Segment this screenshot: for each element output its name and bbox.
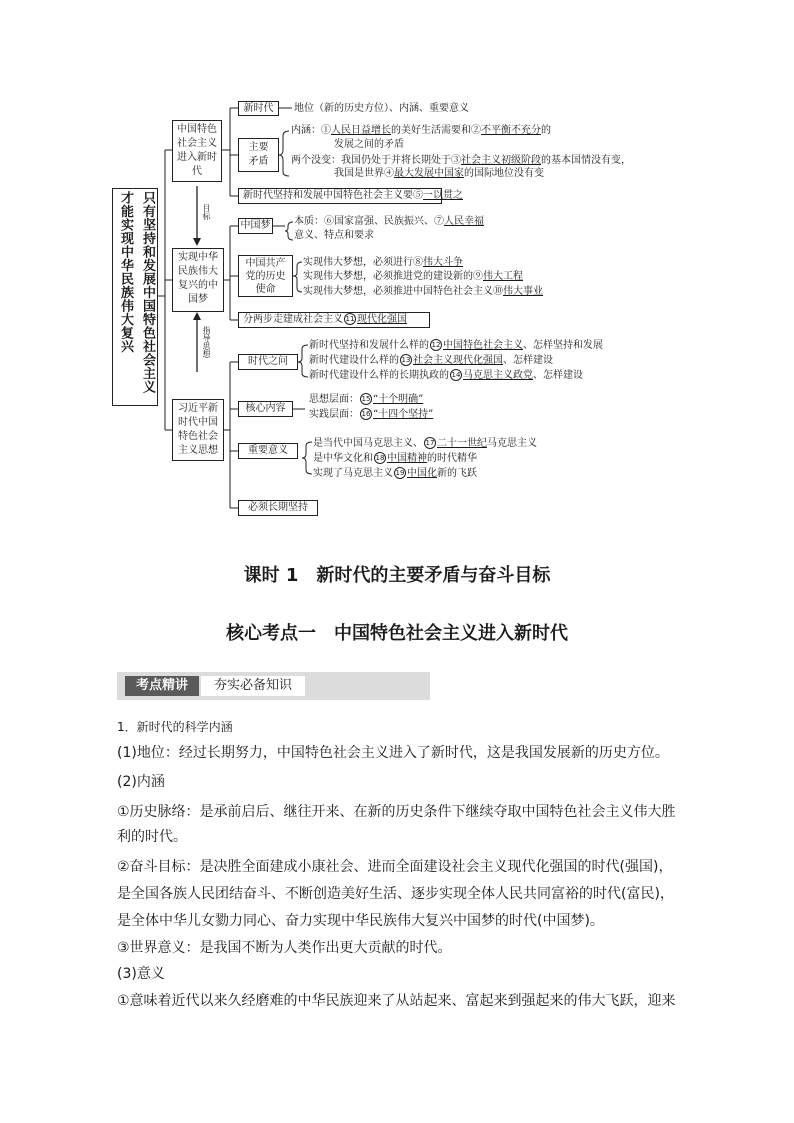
node-xi-thought-label: 习近平新时代中国特色社会主义思想	[178, 403, 218, 456]
yiyi-line-1: 是当代中国马克思主义、 17 二十一世纪马克思主义	[313, 438, 537, 449]
node-new-era-label: 中国特色社会主义进入新时代	[177, 124, 217, 177]
shiming-line-2: 实现伟大梦想，必须推进党的建设新的⑨伟大工程	[303, 271, 523, 282]
banner-text: 夯实必备知识	[213, 678, 292, 693]
shiming-line-1: 实现伟大梦想，必须进行⑧伟大斗争	[303, 257, 463, 268]
node-new-era	[172, 120, 222, 182]
content-line-7: 是全国各族人民团结奋斗、不断创造美好生活、逐步实现全体人民共同富裕的时代(富民)，	[117, 886, 674, 902]
node-yiyi-label: 重要意义	[248, 445, 288, 456]
banner-text-box	[201, 676, 305, 696]
root-label: 只有坚持和发展中国特色社会主义才能实现中华民族伟大复兴	[118, 191, 155, 394]
maodun-line-3: 两个没变：我国仍处于并将长期处于③社会主义初级阶段的基本国情没有变，	[291, 155, 631, 166]
section-banner	[117, 672, 430, 700]
node-yaoqiu: 新时代坚持和发展中国特色社会主义要⑤一以贯之	[238, 188, 442, 204]
node-zhongguomeng	[238, 218, 273, 234]
maodun-line-2: 发展之间的矛盾	[334, 139, 404, 150]
node-hexin	[238, 401, 293, 417]
node-shiming-label: 中国共产党的历史使命	[245, 258, 286, 295]
yiyi-line-3: 实现了马克思主义 19 中国化新的飞跃	[313, 468, 477, 479]
node-xinshidai	[238, 101, 279, 116]
node-jianchi	[238, 500, 318, 516]
maodun-line-4: 我国是世界④最大发展中国家的国际地位没有变	[334, 168, 544, 179]
content-line-10: (3)意义	[117, 966, 165, 982]
root-node	[112, 188, 158, 406]
hexin-line-1: 思想层面： 15 “十个明确”	[309, 394, 424, 405]
node-yiyi	[238, 443, 298, 459]
node-xi-thought	[172, 399, 224, 461]
content-line-11: ①意味着近代以来久经磨难的中华民族迎来了从站起来、富起来到强起来的伟大飞跃，迎来	[117, 993, 676, 1009]
shidai-line-2: 新时代建设什么样的 13 社会主义现代化强国、怎样建设	[309, 355, 553, 366]
banner-tag	[125, 676, 199, 696]
node-maodun-label: 主要矛盾	[248, 142, 269, 167]
content-line-8: 是全体中华儿女勠力同心、奋力实现中华民族伟大复兴中国梦的时代(中国梦)。	[117, 913, 604, 929]
lesson-title: 课时 1 新时代的主要矛盾与奋斗目标	[243, 565, 551, 586]
node-china-dream-goal-label: 实现中华民族伟大复兴的中国梦	[178, 252, 218, 305]
content-line-5: 利的时代。	[117, 829, 187, 845]
xinshidai-text: 地位（新的历史方位）、内涵、重要意义	[294, 103, 469, 114]
section-title: 核心考点一 中国特色社会主义进入新时代	[226, 623, 568, 644]
arrow-guide-label: 指导思想	[202, 326, 211, 358]
yiyi-line-2: 是中华文化和 18 中国精神的时代精华	[313, 453, 477, 464]
content-line-3: (2)内涵	[117, 774, 165, 790]
shidai-line-3: 新时代建设什么样的长期执政的 14 马克思主义政党、怎样建设	[309, 370, 583, 381]
hexin-line-2: 实践层面： 16 “十四个坚持”	[309, 409, 434, 420]
node-jianchi-label: 必须长期坚持	[248, 502, 308, 513]
maodun-line-1: 内涵：①人民日益增长的美好生活需要和②不平衡不充分的	[291, 125, 551, 136]
zhongguomeng-line-1: 本质：⑥国家富强、民族振兴、⑦人民幸福	[294, 216, 484, 227]
content-line-6: ②奋斗目标：是决胜全面建成小康社会、进而全面建设社会主义现代化强国的时代(强国)，	[117, 859, 673, 875]
node-shidai	[238, 354, 298, 370]
content-line-1: 1．新时代的科学内涵	[117, 720, 233, 734]
banner-tag-text: 考点精讲	[135, 678, 188, 693]
node-liangbu: 分两步走建成社会主义 11 现代化强国	[238, 312, 430, 328]
shiming-line-3: 实现伟大梦想，必须推进中国特色社会主义⑩伟大事业	[303, 286, 543, 297]
node-shiming	[238, 255, 293, 297]
node-zhongguomeng-label: 中国梦	[240, 220, 271, 231]
arrow-goal-label: 目标	[202, 204, 211, 220]
content-line-2: (1)地位：经过长期努力，中国特色社会主义进入了新时代，这是我国发展新的历史方位。	[117, 745, 669, 761]
content-line-4: ①历史脉络：是承前启后、继往开来、在新的历史条件下继续夺取中国特色社会主义伟大胜	[117, 804, 676, 820]
node-xinshidai-label: 新时代	[243, 103, 274, 114]
shidai-line-1: 新时代坚持和发展什么样的 12 中国特色社会主义、怎样坚持和发展	[309, 340, 603, 351]
content-line-9: ③世界意义：是我国不断为人类作出更大贡献的时代。	[117, 940, 452, 956]
node-china-dream-goal	[172, 248, 224, 312]
node-shidai-label: 时代之问	[248, 356, 288, 367]
node-maodun	[238, 138, 279, 172]
zhongguomeng-line-2: 意义、特点和要求	[294, 230, 374, 241]
node-hexin-label: 核心内容	[245, 403, 286, 414]
